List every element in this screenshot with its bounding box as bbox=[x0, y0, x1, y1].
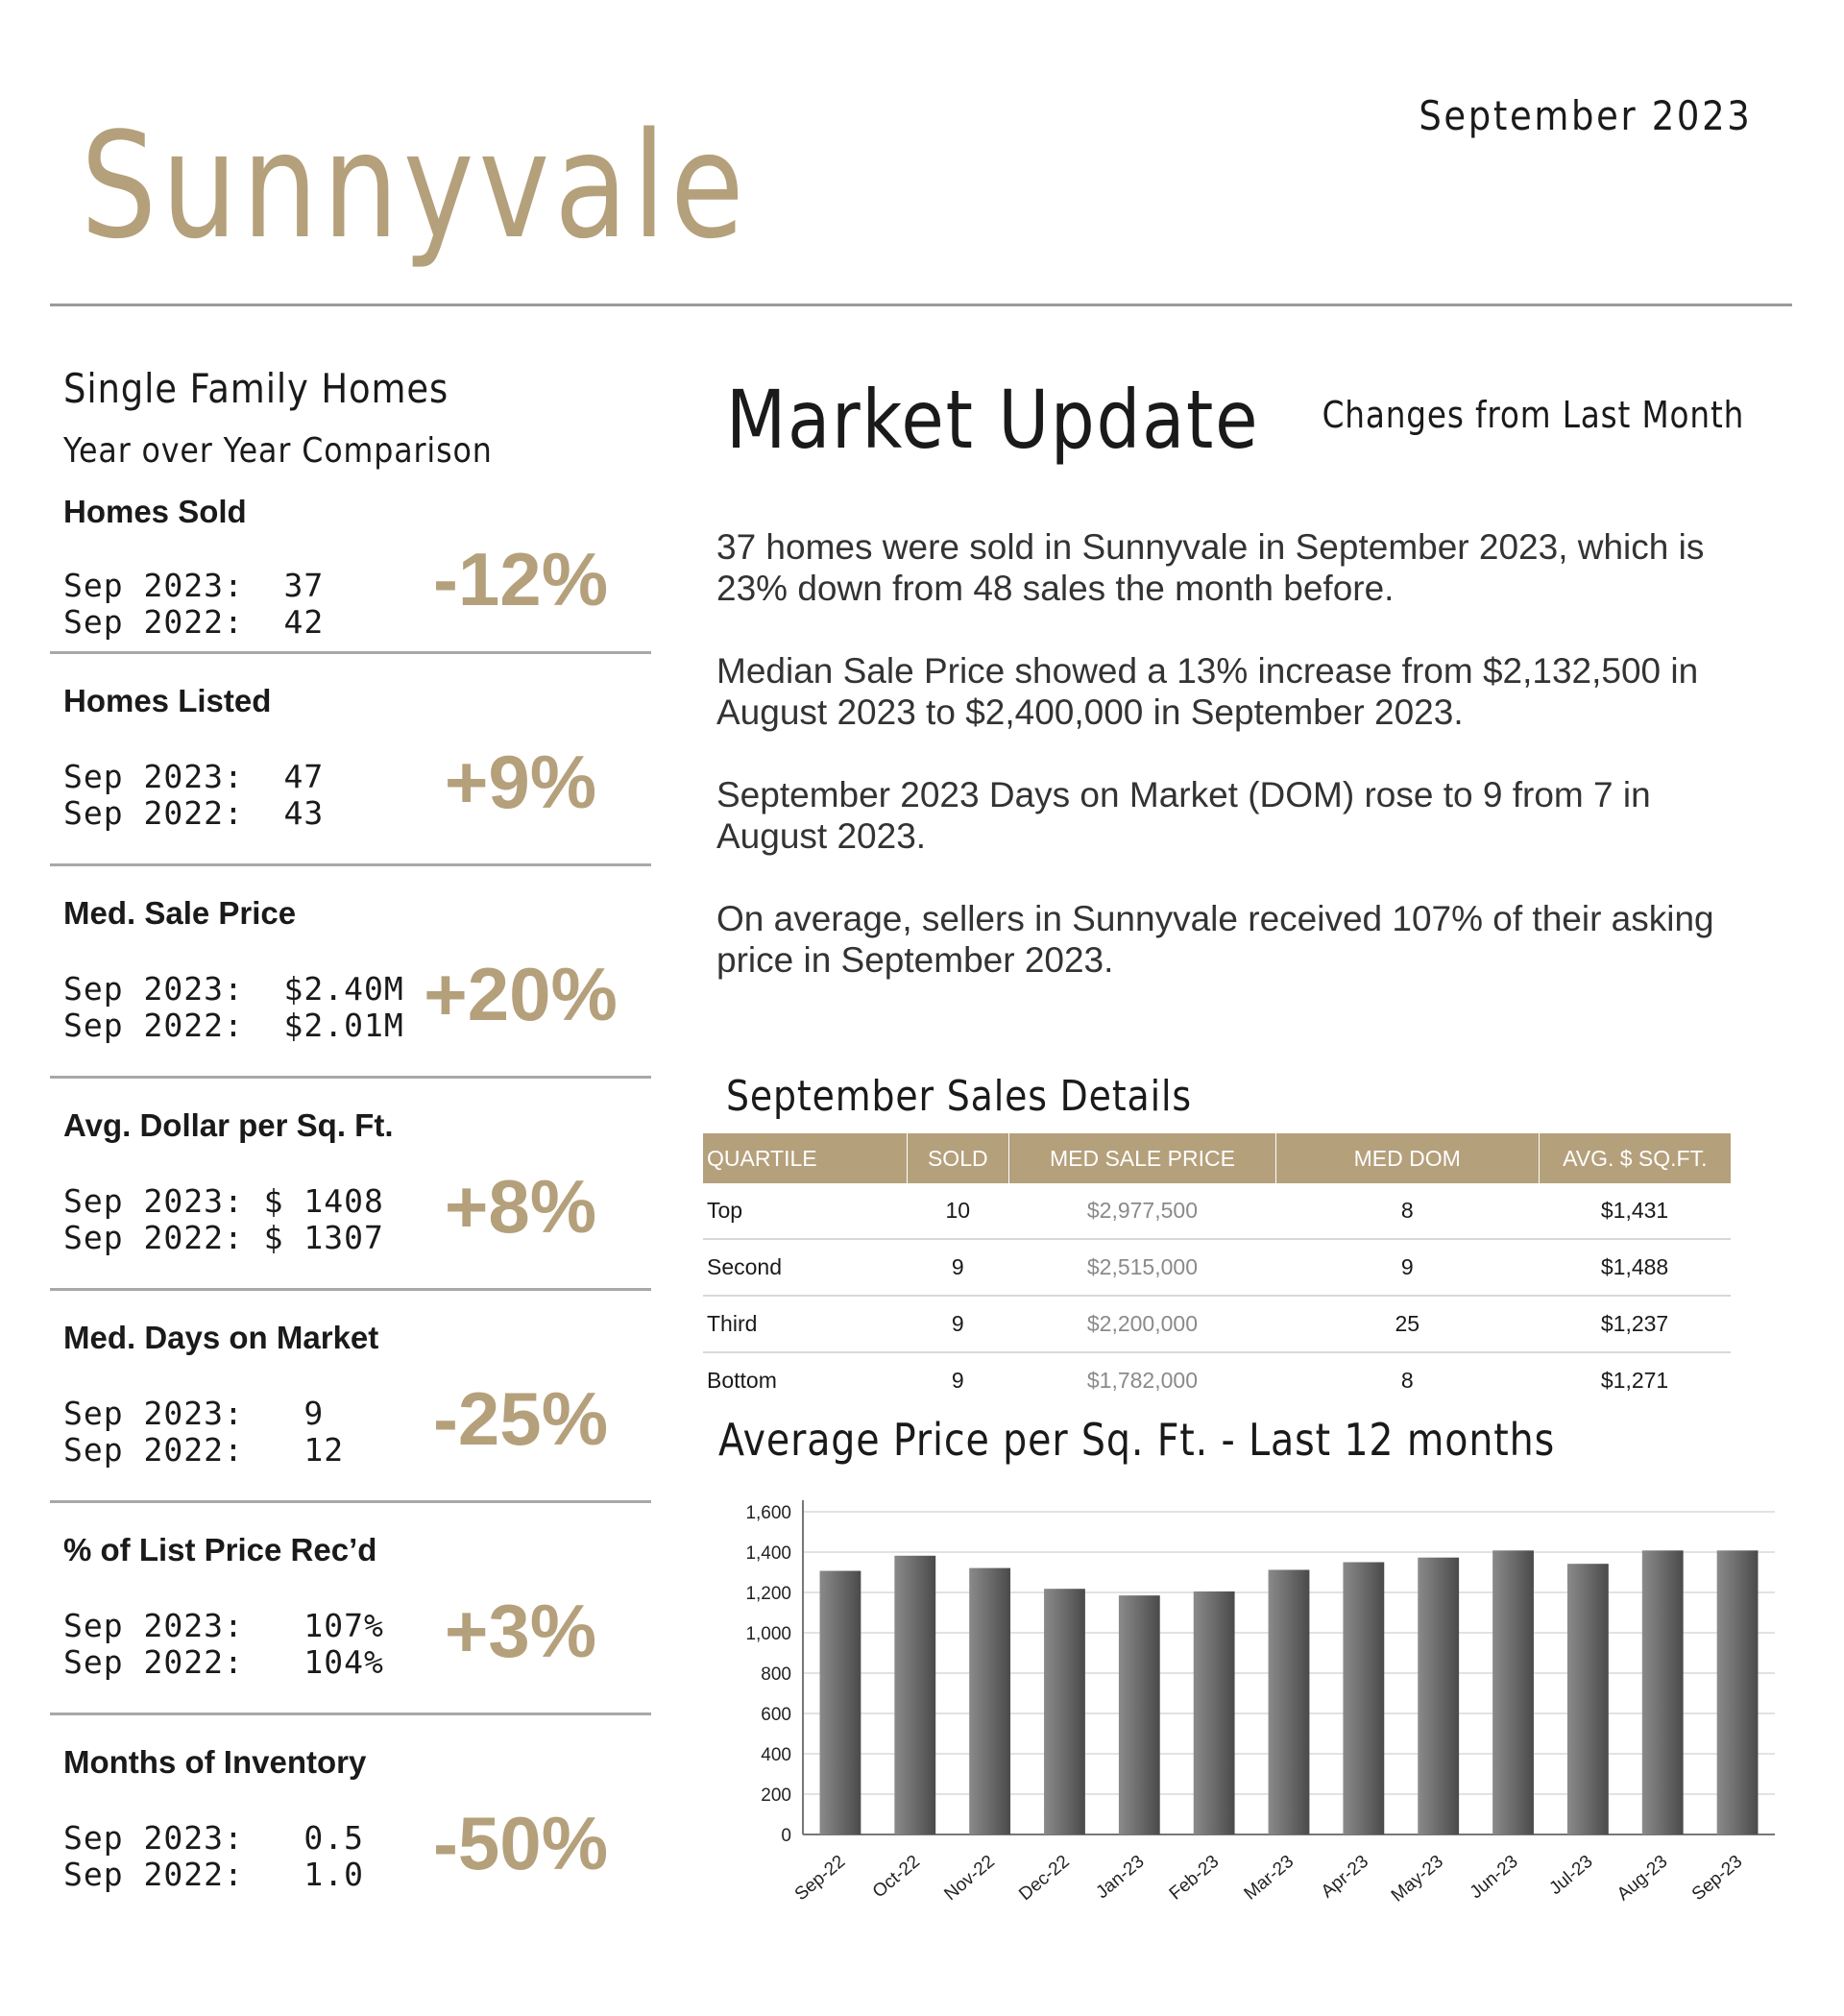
bar bbox=[1717, 1550, 1759, 1834]
market-update-title: Market Update bbox=[726, 373, 1260, 467]
bar bbox=[1119, 1595, 1160, 1834]
bar bbox=[969, 1568, 1010, 1834]
stat-change: -25% bbox=[432, 1376, 609, 1461]
table-cell: Bottom bbox=[707, 1368, 777, 1393]
stat-change: -12% bbox=[432, 537, 609, 621]
column-header: MED SALE PRICE bbox=[1009, 1133, 1276, 1183]
report-date: September 2023 bbox=[1418, 92, 1752, 139]
stat-change: +8% bbox=[444, 1164, 597, 1249]
stat-current: Sep 2023: $ 1408 bbox=[63, 1182, 384, 1220]
column-header: MED DOM bbox=[1275, 1133, 1539, 1183]
header-divider bbox=[50, 304, 1792, 306]
stat-avg-dollar-sqft bbox=[50, 1079, 651, 1291]
stat-current: Sep 2023: 0.5 bbox=[63, 1819, 365, 1857]
stat-current: Sep 2023: 37 bbox=[63, 567, 325, 604]
stat-change: -50% bbox=[432, 1801, 609, 1885]
table-cell: $1,431 bbox=[1539, 1183, 1731, 1239]
stat-label: Months of Inventory bbox=[63, 1744, 367, 1780]
price-per-sqft-chart bbox=[730, 1479, 1786, 1931]
x-tick-label: Oct-22 bbox=[868, 1851, 924, 1903]
table-cell: Top bbox=[703, 1183, 907, 1239]
column-header: QUARTILE bbox=[703, 1133, 907, 1183]
yoy-panel bbox=[50, 365, 651, 1925]
stat-current: Sep 2023: 9 bbox=[63, 1395, 325, 1432]
sales-details-title: September Sales Details bbox=[726, 1072, 1192, 1121]
paragraph: 37 homes were sold in Sunnyvale in September 2023, which is 23% down from 48 sales the month before. bbox=[716, 527, 1705, 608]
table-cell: $2,515,000 bbox=[1009, 1239, 1276, 1296]
stat-previous: Sep 2022: 12 bbox=[63, 1431, 345, 1469]
table-cell: Third bbox=[703, 1296, 907, 1352]
table-cell: $1,488 bbox=[1539, 1239, 1731, 1296]
stat-previous: Sep 2022: 104% bbox=[63, 1643, 384, 1681]
stat-homes-listed bbox=[50, 654, 651, 866]
bar bbox=[894, 1556, 935, 1834]
y-tick-label: 600 bbox=[761, 1705, 791, 1725]
x-tick-label: Aug-23 bbox=[1614, 1851, 1672, 1906]
table-row bbox=[703, 1183, 1731, 1239]
column-header: AVG. $ SQ.FT. bbox=[1539, 1133, 1731, 1183]
y-tick-label: 800 bbox=[761, 1664, 791, 1685]
x-tick-label: Nov-22 bbox=[940, 1851, 999, 1906]
stat-label: % of List Price Rec’d bbox=[63, 1532, 377, 1567]
table-cell: 9 bbox=[907, 1239, 1008, 1296]
stat-label: Homes Sold bbox=[63, 494, 247, 529]
stat-med-sale-price bbox=[50, 866, 651, 1079]
table-row bbox=[703, 1352, 1731, 1408]
x-tick-label: Jan-23 bbox=[1092, 1851, 1149, 1904]
x-tick-label: Apr-23 bbox=[1317, 1851, 1373, 1903]
chart-title: Average Price per Sq. Ft. - Last 12 months bbox=[718, 1414, 1556, 1466]
x-tick-label: Sep-22 bbox=[790, 1851, 850, 1906]
y-tick-label: 1,400 bbox=[745, 1543, 791, 1564]
stat-previous: Sep 2022: $ 1307 bbox=[63, 1219, 384, 1256]
market-update-text bbox=[716, 526, 1754, 1022]
market-update-subtitle: Changes from Last Month bbox=[1322, 394, 1744, 436]
table-cell: $1,782,000 bbox=[1086, 1368, 1198, 1393]
x-tick-label: Jun-23 bbox=[1466, 1851, 1522, 1904]
stat-homes-sold bbox=[50, 471, 651, 654]
table-cell: 25 bbox=[1275, 1296, 1539, 1352]
y-tick-label: 1,000 bbox=[745, 1624, 791, 1644]
table-row bbox=[703, 1296, 1731, 1352]
x-tick-label: Jul-23 bbox=[1545, 1851, 1597, 1900]
table-cell: $2,200,000 bbox=[1009, 1296, 1276, 1352]
bar bbox=[1567, 1564, 1609, 1834]
stat-previous: Sep 2022: 42 bbox=[63, 603, 325, 641]
y-tick-label: 1,600 bbox=[745, 1503, 791, 1523]
paragraph: On average, sellers in Sunnyvale received 107% of their asking price in September 2023. bbox=[716, 899, 1714, 980]
table-header-row bbox=[703, 1133, 1731, 1183]
stat-current: Sep 2023: 47 bbox=[63, 758, 325, 795]
bar bbox=[1492, 1550, 1534, 1834]
stat-change: +20% bbox=[424, 952, 618, 1036]
paragraph: Median Sale Price showed a 13% increase from $2,132,500 in August 2023 to $2,400,000 in September 2023. bbox=[716, 651, 1699, 732]
stat-change: +3% bbox=[444, 1589, 597, 1673]
bar bbox=[1044, 1589, 1085, 1834]
y-tick-label: 400 bbox=[761, 1745, 791, 1765]
sales-details-table bbox=[703, 1133, 1731, 1408]
stat-label: Med. Days on Market bbox=[63, 1320, 379, 1355]
y-tick-label: 200 bbox=[761, 1785, 791, 1806]
table-cell: 10 bbox=[907, 1183, 1008, 1239]
stat-current: Sep 2023: $2.40M bbox=[63, 970, 404, 1008]
y-tick-label: 0 bbox=[781, 1826, 791, 1846]
stat-list-price-received bbox=[50, 1503, 651, 1715]
x-tick-label: Mar-23 bbox=[1240, 1851, 1298, 1905]
bar bbox=[1642, 1550, 1684, 1834]
section-title: Single Family Homes bbox=[63, 365, 449, 412]
x-tick-label: Feb-23 bbox=[1165, 1851, 1224, 1905]
table-cell: 8 bbox=[1275, 1183, 1539, 1239]
table-cell: 8 bbox=[1400, 1368, 1414, 1393]
stat-months-of-inventory bbox=[50, 1715, 651, 1925]
table-cell: $1,237 bbox=[1539, 1296, 1731, 1352]
bar bbox=[1269, 1569, 1310, 1834]
bar bbox=[820, 1571, 861, 1834]
table-row bbox=[703, 1239, 1731, 1296]
stat-med-days-on-market bbox=[50, 1291, 651, 1503]
x-tick-label: Sep-23 bbox=[1687, 1851, 1747, 1906]
table-cell: 9 bbox=[951, 1368, 964, 1393]
stat-previous: Sep 2022: 1.0 bbox=[63, 1856, 365, 1893]
city-title: Sunnyvale bbox=[81, 101, 749, 271]
stat-label: Homes Listed bbox=[63, 683, 272, 718]
stat-label: Avg. Dollar per Sq. Ft. bbox=[63, 1107, 394, 1143]
stat-previous: Sep 2022: 43 bbox=[63, 794, 325, 832]
bar bbox=[1194, 1591, 1235, 1834]
table-cell: Second bbox=[703, 1239, 907, 1296]
stat-current: Sep 2023: 107% bbox=[63, 1607, 384, 1644]
stat-label: Med. Sale Price bbox=[63, 895, 297, 931]
column-header: SOLD bbox=[907, 1133, 1008, 1183]
table-cell: 9 bbox=[907, 1296, 1008, 1352]
table-cell: 9 bbox=[1275, 1239, 1539, 1296]
bar bbox=[1418, 1558, 1459, 1834]
section-subtitle: Year over Year Comparison bbox=[63, 431, 493, 471]
table-cell: $1,271 bbox=[1600, 1368, 1669, 1393]
bar bbox=[1343, 1563, 1384, 1835]
stat-change: +9% bbox=[444, 740, 597, 824]
y-tick-label: 1,200 bbox=[745, 1584, 791, 1604]
paragraph: September 2023 Days on Market (DOM) rose to 9 from 7 in August 2023. bbox=[716, 775, 1651, 856]
stat-previous: Sep 2022: $2.01M bbox=[63, 1007, 404, 1044]
x-tick-label: May-23 bbox=[1387, 1851, 1447, 1907]
table-cell: $2,977,500 bbox=[1009, 1183, 1276, 1239]
x-tick-label: Dec-22 bbox=[1015, 1851, 1074, 1906]
